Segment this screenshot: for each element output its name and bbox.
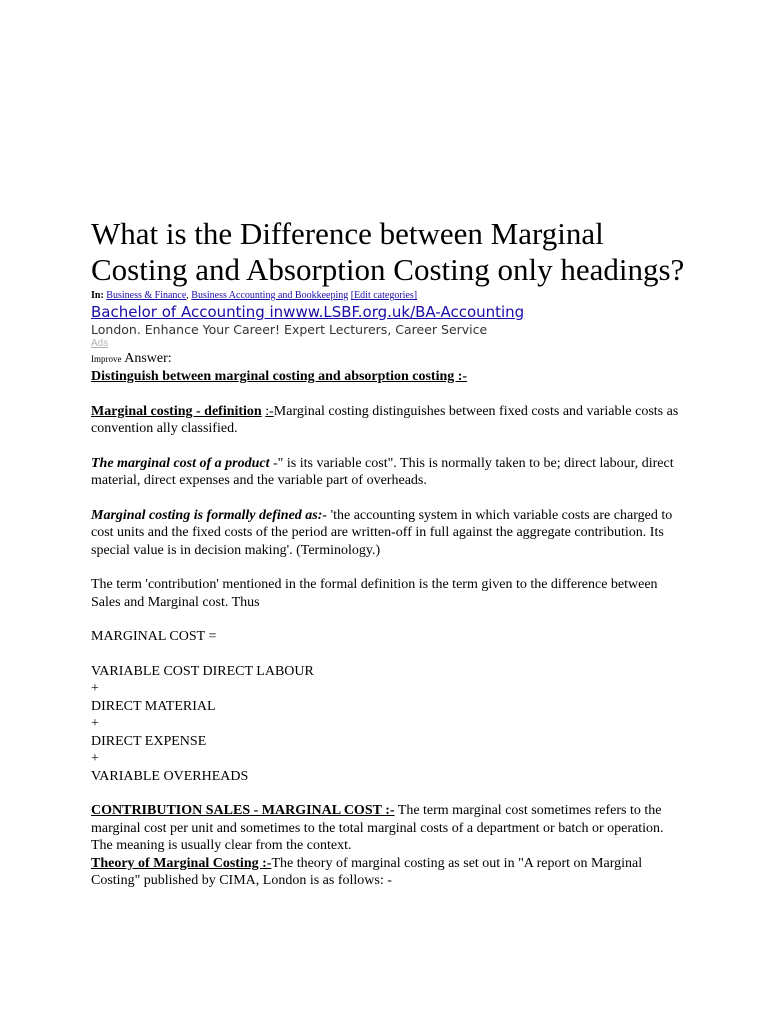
improve-link[interactable]: Improve bbox=[91, 354, 122, 364]
product-heading: The marginal cost of a product bbox=[91, 455, 270, 471]
paragraph-contribution: The term 'contribution' mentioned in the formal definition is the term given to the difference between Sales and Marginal cost. Thus bbox=[91, 577, 658, 610]
section-heading: Distinguish between marginal costing and absorption costing :- bbox=[91, 369, 468, 384]
list-item: VARIABLE OVERHEADS bbox=[91, 768, 249, 784]
answer-label: Answer: bbox=[124, 351, 172, 366]
answer-line bbox=[91, 350, 687, 368]
definition-text: Marginal costing distinguishes between fixed costs and variable costs as convention ally classified. bbox=[91, 403, 679, 436]
list-item: DIRECT EXPENSE bbox=[91, 733, 207, 749]
ad-description: London. Enhance Your Career! Expert Lecturers, Career Service bbox=[91, 322, 488, 337]
paragraph-theory bbox=[91, 855, 687, 890]
theory-heading: Theory of Marginal Costing :- bbox=[91, 855, 272, 871]
category-line bbox=[91, 289, 687, 302]
contribution-heading: CONTRIBUTION SALES - MARGINAL COST :- bbox=[91, 803, 395, 818]
list-item: DIRECT MATERIAL bbox=[91, 698, 216, 714]
paragraph-contribution-sales bbox=[91, 802, 687, 855]
edit-categories-link[interactable]: [Edit categories] bbox=[350, 290, 418, 301]
theory-text: The theory of marginal costing as set out in "A report on Marginal Costing" published by CIMA, London is as follows: - bbox=[91, 855, 643, 888]
paragraph-definition bbox=[91, 403, 687, 438]
list-item: + bbox=[91, 751, 99, 766]
document-page bbox=[91, 216, 687, 890]
formal-heading: Marginal costing is formally defined as:- bbox=[91, 507, 328, 523]
definition-heading: Marginal costing - definition bbox=[91, 403, 262, 419]
in-label: In: bbox=[91, 290, 104, 301]
paragraph-marginal-cost-product bbox=[91, 455, 687, 490]
product-text: -" is its variable cost". This is normally taken to be; direct labour, direct material, direct expenses and the variable part of overheads. bbox=[91, 455, 674, 488]
ad-link[interactable]: Bachelor of Accounting inwww.LSBF.org.uk/BA-Accounting bbox=[91, 303, 525, 321]
ad-block bbox=[91, 304, 687, 350]
list-item: VARIABLE COST DIRECT LABOUR bbox=[91, 663, 314, 679]
formal-text: 'the accounting system in which variable costs are charged to cost units and the fixed costs of the period are written-off in full against the aggregate contribution. Its special value is in decision making'. (Terminology.) bbox=[91, 507, 673, 558]
contribution-text: The term marginal cost sometimes refers to the marginal cost per unit and sometimes to the total marginal costs of a department or batch or operation. The meaning is usually clear from the context. bbox=[91, 803, 664, 853]
list-item: + bbox=[91, 681, 99, 696]
marginal-cost-equation: MARGINAL COST = bbox=[91, 629, 217, 644]
definition-separator: :- bbox=[265, 403, 274, 419]
paragraph-formal-definition bbox=[91, 507, 687, 560]
list-item: + bbox=[91, 716, 99, 731]
ads-label[interactable]: Ads bbox=[91, 338, 109, 349]
category-link-business-finance[interactable]: Business & Finance bbox=[106, 290, 187, 301]
answer-body bbox=[91, 368, 687, 890]
category-separator: , bbox=[186, 290, 189, 301]
page-title: What is the Difference between Marginal Costing and Absorption Costing only headings? bbox=[91, 216, 685, 287]
category-link-business-accounting[interactable]: Business Accounting and Bookkeeping bbox=[191, 290, 349, 301]
